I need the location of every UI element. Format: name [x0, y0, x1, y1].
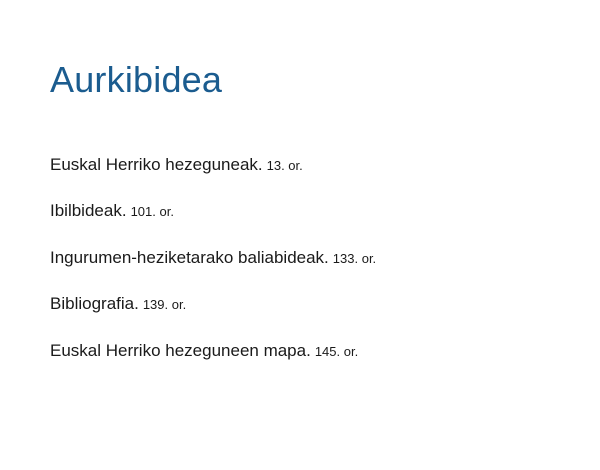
toc-entry-title: Euskal Herriko hezeguneak.	[50, 155, 263, 174]
toc-entry-page: 101. or.	[130, 204, 174, 220]
toc-entry-title: Ibilbideak.	[50, 201, 127, 221]
toc-entry-page: 13. or.	[266, 158, 303, 173]
toc-entry-page: 133. or.	[332, 250, 377, 266]
toc-entry-title: Ingurumen-heziketarako baliabideak.	[50, 247, 329, 267]
toc-entry-title: Euskal Herriko hezeguneen mapa.	[50, 340, 311, 360]
list-item	[50, 341, 560, 361]
toc-entry-page: 139. or.	[142, 297, 187, 313]
list-item	[50, 155, 560, 175]
page-title: Aurkibidea	[50, 59, 223, 100]
list-item	[50, 201, 560, 221]
toc-entry-title: Bibliografia.	[50, 294, 139, 314]
table-of-contents	[50, 155, 560, 361]
toc-entry-page: 145. or.	[314, 343, 359, 359]
list-item	[50, 248, 560, 268]
list-item	[50, 294, 560, 314]
